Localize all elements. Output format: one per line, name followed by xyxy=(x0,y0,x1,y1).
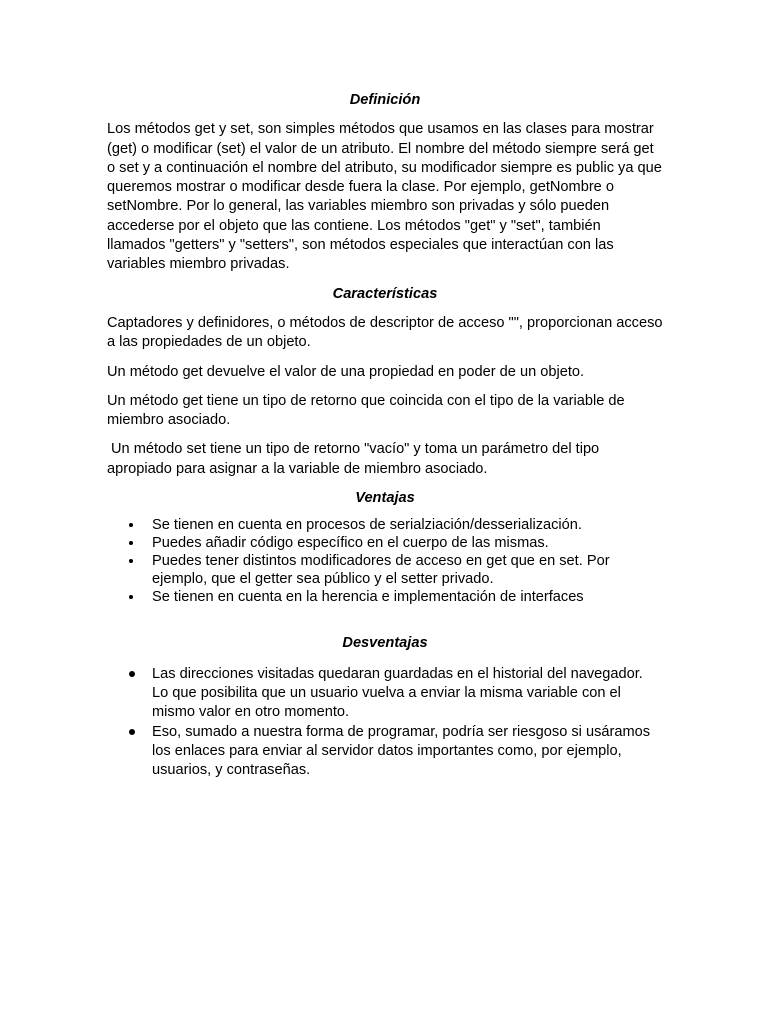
document-page xyxy=(107,91,663,780)
ventajas-item-text: Se tienen en cuenta en procesos de serialziación/desserialización. xyxy=(152,517,582,534)
list-item xyxy=(107,665,663,723)
ventajas-item-text: Puedes añadir código específico en el cuerpo de las mismas. xyxy=(152,535,549,552)
list-item xyxy=(107,552,663,588)
heading-caracteristicas: Características xyxy=(332,285,438,302)
caracteristicas-paragraph-2: Un método get devuelve el valor de una propiedad en poder de un objeto. xyxy=(107,363,585,380)
caracteristicas-paragraph-4: Un método set tiene un tipo de retorno "vacío" y toma un parámetro del tipo apropiado para asignar a la variable de miembro asociado. xyxy=(107,441,600,477)
ventajas-item-text: Puedes tener distintos modificadores de acceso en get que en set. Por ejemplo, que el getter sea público y el setter privado. xyxy=(152,553,610,588)
bullet-icon xyxy=(129,671,135,677)
heading-ventajas: Ventajas xyxy=(355,490,415,507)
bullet-icon xyxy=(129,559,133,563)
bullet-icon xyxy=(129,541,133,545)
caracteristicas-paragraph-3: Un método get tiene un tipo de retorno que coincida con el tipo de la variable de miembro asociado. xyxy=(107,392,625,429)
heading-definicion: Definición xyxy=(349,92,421,108)
heading-desventajas: Desventajas xyxy=(342,635,428,652)
bullet-icon xyxy=(129,523,133,527)
bullet-icon xyxy=(129,595,133,599)
bullet-icon xyxy=(129,729,135,735)
definicion-paragraph: Los métodos get y set, son simples métodos que usamos en las clases para mostrar (get) o modificar (set) el valor de un atributo. El nombre del método siempre será get o set y a continuación el nombre del atributo, su modificador siempre es public ya que queremos mostrar o modificar desde fuera la clase. Por ejemplo, getNombre o setNombre. Por lo general, las variables miembro son privadas y sólo pueden accederse por el objeto que las contiene. Los métodos "get" y "set", también llamados "getters" y "setters", son métodos especiales que interactúan con las variables miembro privadas. xyxy=(107,121,662,273)
caracteristicas-paragraph-1: Captadores y definidores, o métodos de descriptor de acceso "", proporcionan acceso a las propiedades de un objeto. xyxy=(107,314,663,351)
desventajas-item-text: Las direcciones visitadas quedaran guardadas en el historial del navegador. Lo que posibilita que un usuario vuelva a enviar la misma variable con el mismo valor en otro momento. xyxy=(152,665,643,721)
desventajas-item-text: Eso, sumado a nuestra forma de programar, podría ser riesgoso si usáramos los enlaces para enviar al servidor datos importantes como, por ejemplo, usuarios, y contraseñas. xyxy=(152,723,651,779)
ventajas-list xyxy=(107,516,663,606)
list-item xyxy=(107,588,663,606)
list-item xyxy=(107,534,663,552)
ventajas-item-text: Se tienen en cuenta en la herencia e implementación de interfaces xyxy=(152,589,584,606)
list-item xyxy=(107,516,663,534)
list-item xyxy=(107,723,663,781)
desventajas-list xyxy=(107,665,663,781)
